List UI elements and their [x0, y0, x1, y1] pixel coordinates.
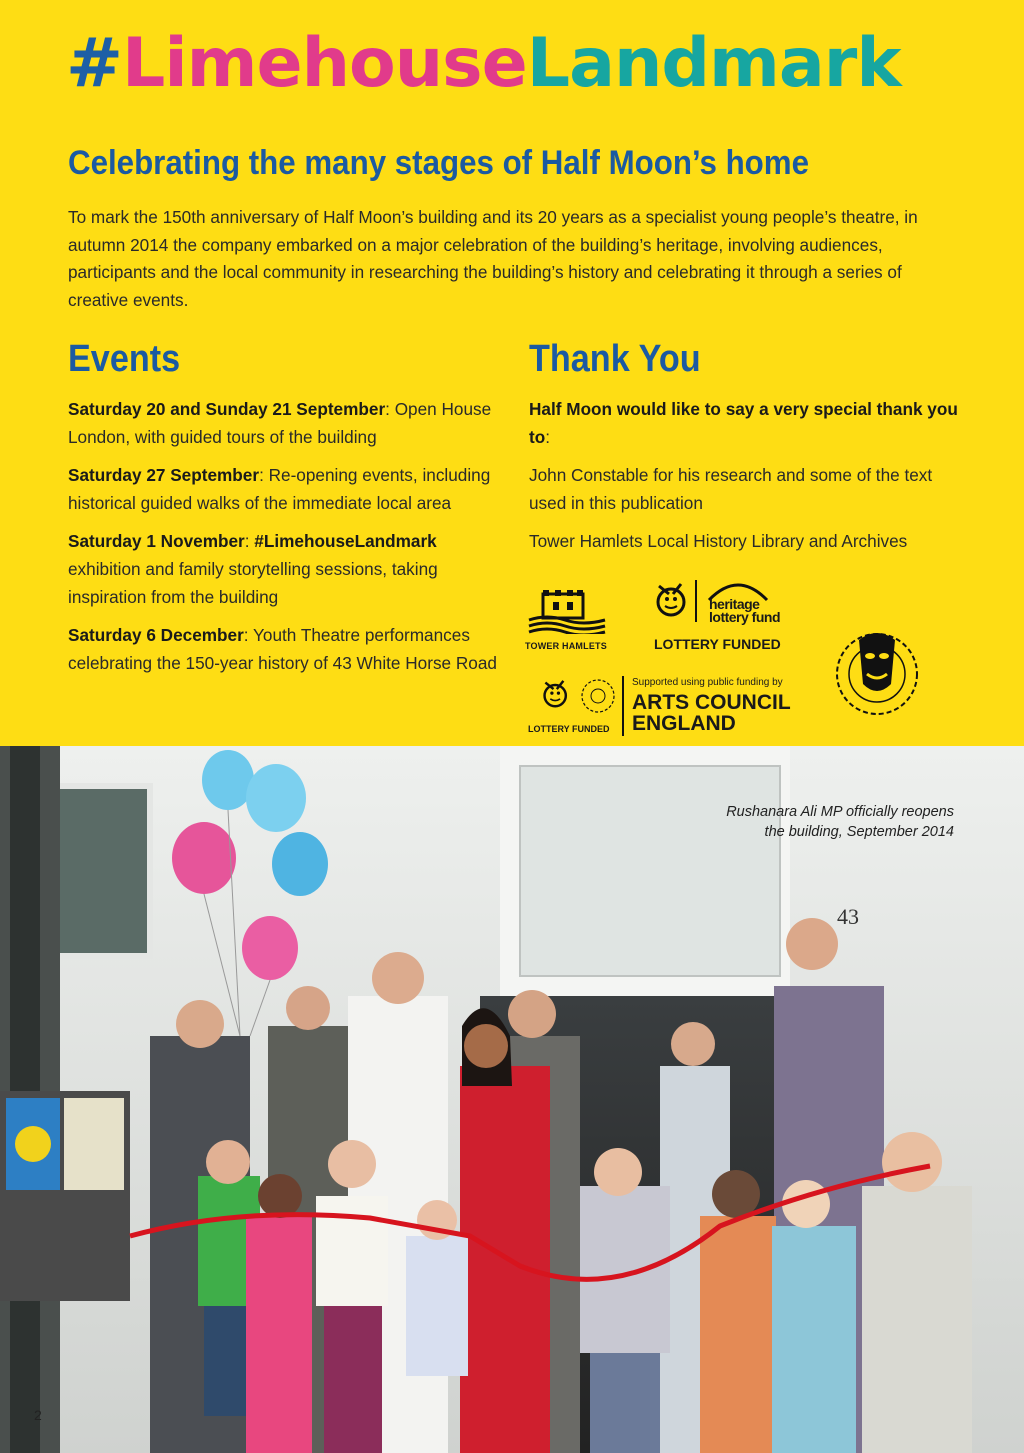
title-landmark: Landmark: [526, 24, 901, 103]
event-date: Saturday 27 September: [68, 465, 260, 486]
event-date: Saturday 1 November: [68, 531, 245, 552]
hlf-divider: [695, 580, 697, 622]
ribbon-cutting-photo: [0, 746, 1024, 1453]
event-text: : Youth Theatre performances celebrating the 150-year history of 43 White Horse Road: [68, 625, 497, 673]
event-item: [68, 528, 508, 611]
event-hashtag: #LimehouseLandmark: [254, 531, 437, 552]
lottery-crossed-fingers-icon: [538, 676, 574, 712]
ace-wordmark: [632, 692, 791, 734]
subtitle: Celebrating the many stages of Half Moon’s home: [68, 144, 810, 182]
thanks-intro-bold: Half Moon would like to say a very special thank you to: [529, 399, 958, 447]
events-heading: Events: [68, 338, 181, 380]
unity-theatre-trust-logo: [825, 618, 929, 728]
events-list: [68, 396, 508, 688]
ace-lottery-funded: LOTTERY FUNDED: [528, 724, 610, 734]
thanks-item: John Constable for his research and some of the text used in this publication: [529, 465, 933, 513]
tower-hamlets-label: TOWER HAMLETS: [525, 641, 607, 651]
thanks-intro: [529, 396, 969, 451]
thanks-list: [529, 396, 969, 567]
intro-paragraph: To mark the 150th anniversary of Half Moon’s building and its 20 years as a specialist young people’s theatre, in autumn 2014 the company embarked on a major celebration of the building’s heritage, involving audiences, participants and the local community in researching the building’s history and celebrating it through a series of creative events.: [68, 207, 918, 310]
tower-hamlets-logo: [525, 590, 615, 652]
thanks-heading: Thank You: [529, 338, 701, 380]
heritage-lottery-fund-logo: [651, 578, 801, 658]
unity-theatre-mask-icon: [825, 618, 929, 726]
event-text: : Re-opening events, including historical guided walks of the immediate local area: [68, 465, 491, 513]
hashtag-title: [66, 24, 901, 103]
page-number: 2: [34, 1407, 42, 1423]
hlf-line1: heritage: [709, 596, 760, 612]
event-text: :: [244, 531, 255, 552]
event-text: : Open House London, with guided tours of the building: [68, 399, 492, 447]
event-item: [68, 396, 508, 451]
event-date: Saturday 6 December: [68, 625, 244, 646]
arts-council-logo: [528, 676, 798, 746]
hlf-wordmark: [709, 598, 780, 624]
title-limehouse: Limehouse: [121, 24, 527, 103]
hlf-line2: lottery fund: [709, 609, 780, 625]
title-hash: #: [66, 24, 122, 103]
lottery-crossed-fingers-icon: [651, 578, 693, 622]
event-date: Saturday 20 and Sunday 21 September: [68, 399, 386, 419]
photo-illustration: [0, 746, 1024, 1453]
ace-divider: [622, 676, 624, 736]
ace-line2: ENGLAND: [632, 712, 736, 735]
sponsor-logos: [525, 576, 945, 746]
tower-hamlets-emblem-icon: [525, 590, 611, 634]
thanks-item: Tower Hamlets Local History Library and Archives: [529, 531, 908, 552]
ace-line1: ARTS COUNCIL: [632, 691, 791, 714]
photo-caption: [726, 802, 954, 842]
event-item: [68, 462, 508, 517]
ace-supported-line: Supported using public funding by: [632, 677, 783, 688]
door-number: 43: [837, 904, 859, 929]
arts-council-ring-icon: [578, 676, 618, 716]
caption-line1: Rushanara Ali MP officially reopens: [726, 804, 954, 820]
caption-line2: the building, September 2014: [764, 824, 954, 840]
thanks-intro-colon: :: [545, 426, 551, 447]
event-text-2: exhibition and family storytelling sessions, taking inspiration from the building: [68, 558, 438, 607]
hlf-lottery-funded: LOTTERY FUNDED: [654, 636, 781, 652]
event-item: [68, 622, 508, 677]
